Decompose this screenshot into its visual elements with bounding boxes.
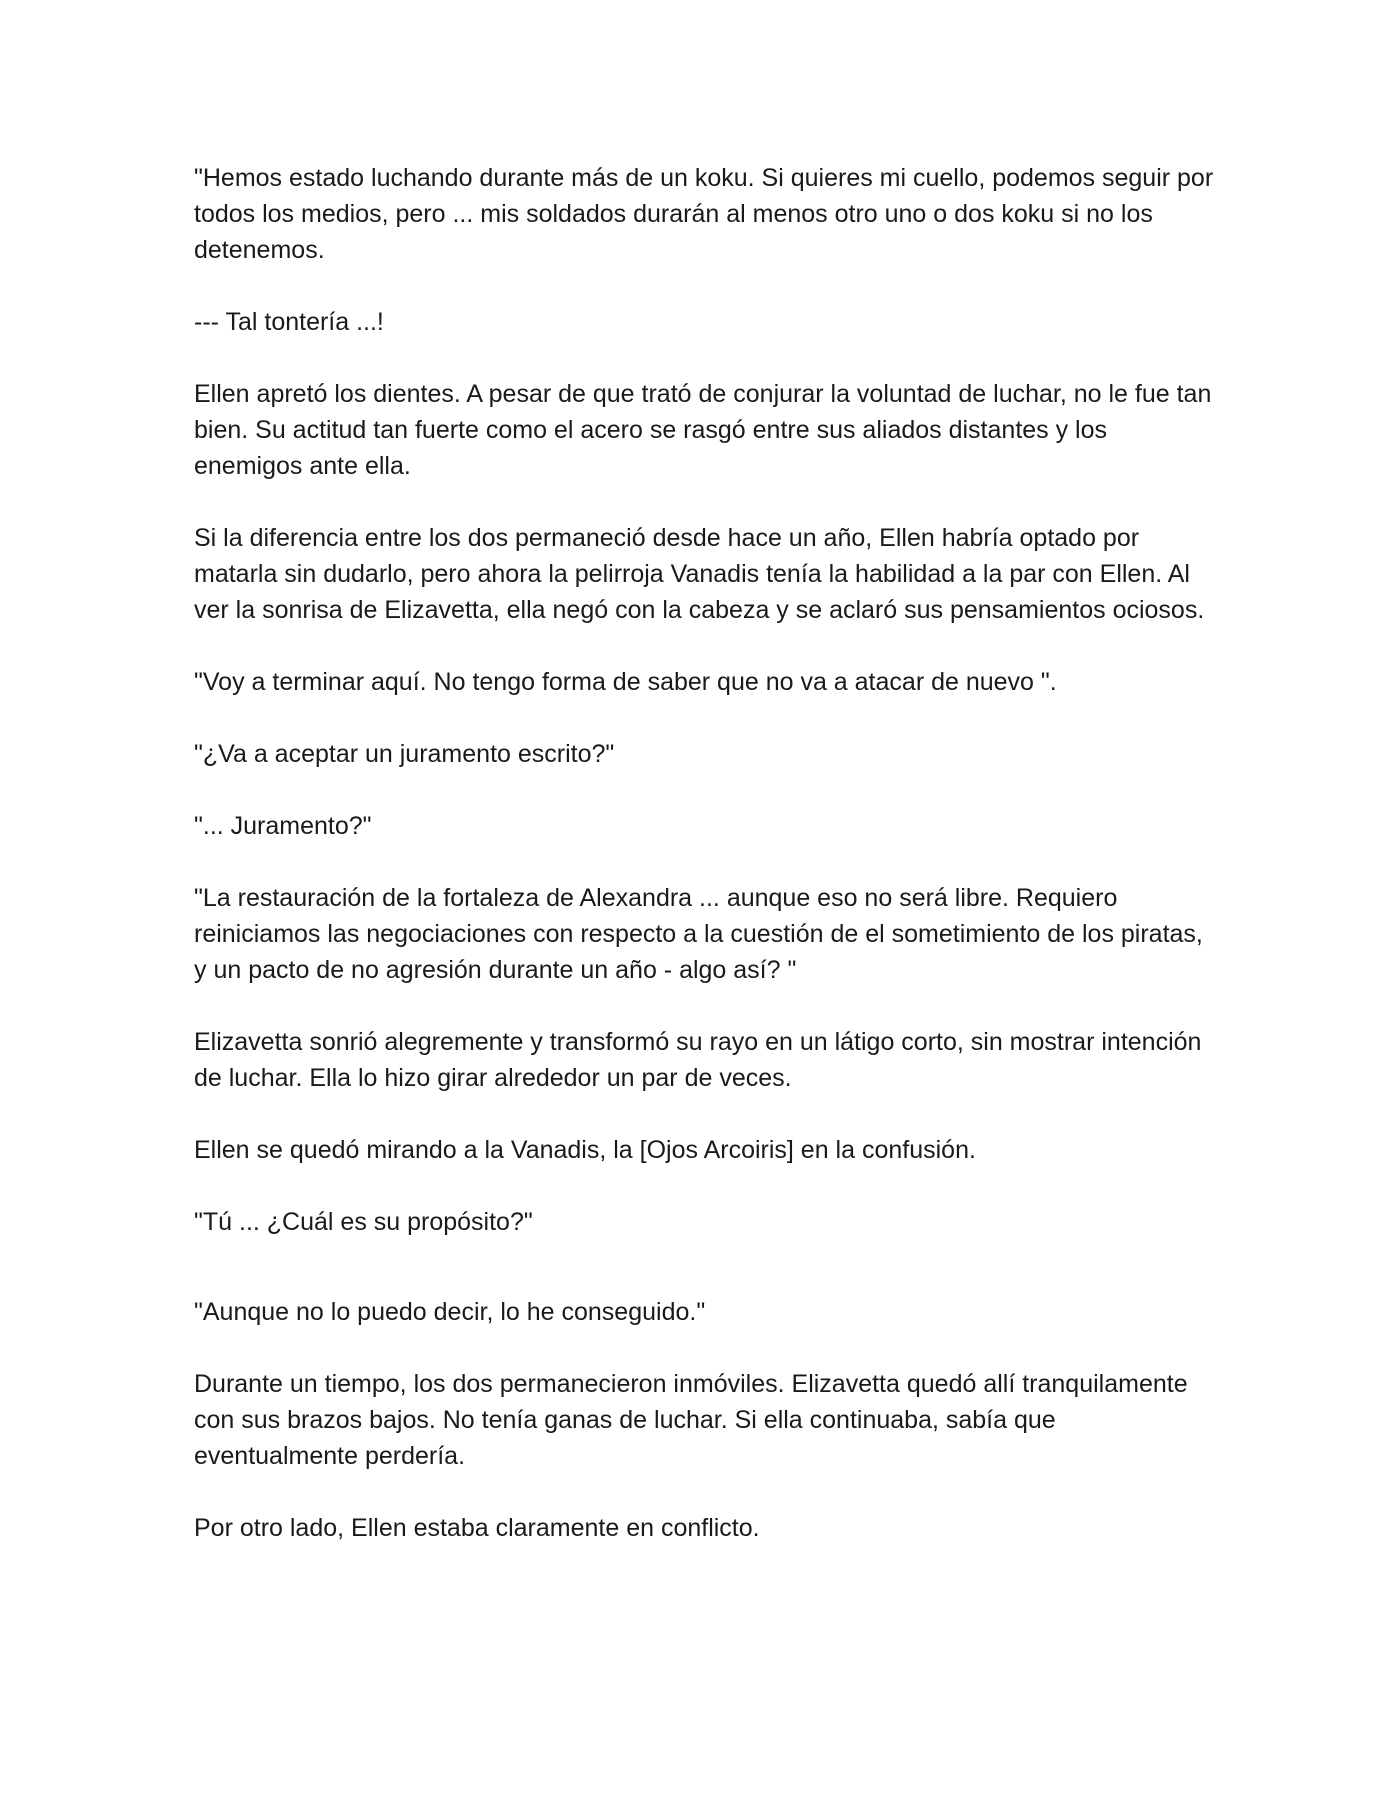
paragraph-5: "Voy a terminar aquí. No tengo forma de saber que no va a atacar de nuevo ".	[194, 668, 1057, 696]
paragraph-2: --- Tal tontería ...!	[194, 308, 384, 336]
paragraph-10: Ellen se quedó mirando a la Vanadis, la [Ojos Arcoiris] en la confusión.	[194, 1136, 976, 1164]
paragraph-9: Elizavetta sonrió alegremente y transformó su rayo en un látigo corto, sin mostrar intención de luchar. Ella lo hizo girar alrededor un par de veces.	[194, 1028, 1202, 1092]
paragraph-14: Por otro lado, Ellen estaba claramente en conflicto.	[194, 1514, 760, 1542]
paragraph-12: "Aunque no lo puedo decir, lo he conseguido."	[194, 1298, 706, 1326]
paragraph-8: "La restauración de la fortaleza de Alexandra ... aunque eso no será libre. Requiero reiniciamos las negociaciones con respecto a la cuestión de el sometimiento de los piratas, y un pacto de no agresión durante un año - algo así? "	[194, 884, 1203, 984]
paragraph-1: "Hemos estado luchando durante más de un koku. Si quieres mi cuello, podemos seguir por todos los medios, pero ... mis soldados durarán al menos otro uno o dos koku si no los detenemos.	[194, 164, 1214, 264]
paragraph-11: "Tú ... ¿Cuál es su propósito?"	[194, 1208, 533, 1236]
document-text-body	[194, 160, 1214, 1582]
paragraph-3: Ellen apretó los dientes. A pesar de que trató de conjurar la voluntad de luchar, no le fue tan bien. Su actitud tan fuerte como el acero se rasgó entre sus aliados distantes y los enemigos ante ella.	[194, 380, 1212, 480]
paragraph-7: "... Juramento?"	[194, 812, 372, 840]
paragraph-6: "¿Va a aceptar un juramento escrito?"	[194, 740, 615, 768]
paragraph-4: Si la diferencia entre los dos permaneció desde hace un año, Ellen habría optado por matarla sin dudarlo, pero ahora la pelirroja Vanadis tenía la habilidad a la par con Ellen. Al ver la sonrisa de Elizavetta, ella negó con la cabeza y se aclaró sus pensamientos ociosos.	[194, 524, 1205, 624]
paragraph-13: Durante un tiempo, los dos permanecieron inmóviles. Elizavetta quedó allí tranquilamente con sus brazos bajos. No tenía ganas de luchar. Si ella continuaba, sabía que eventualmente perdería.	[194, 1370, 1188, 1470]
